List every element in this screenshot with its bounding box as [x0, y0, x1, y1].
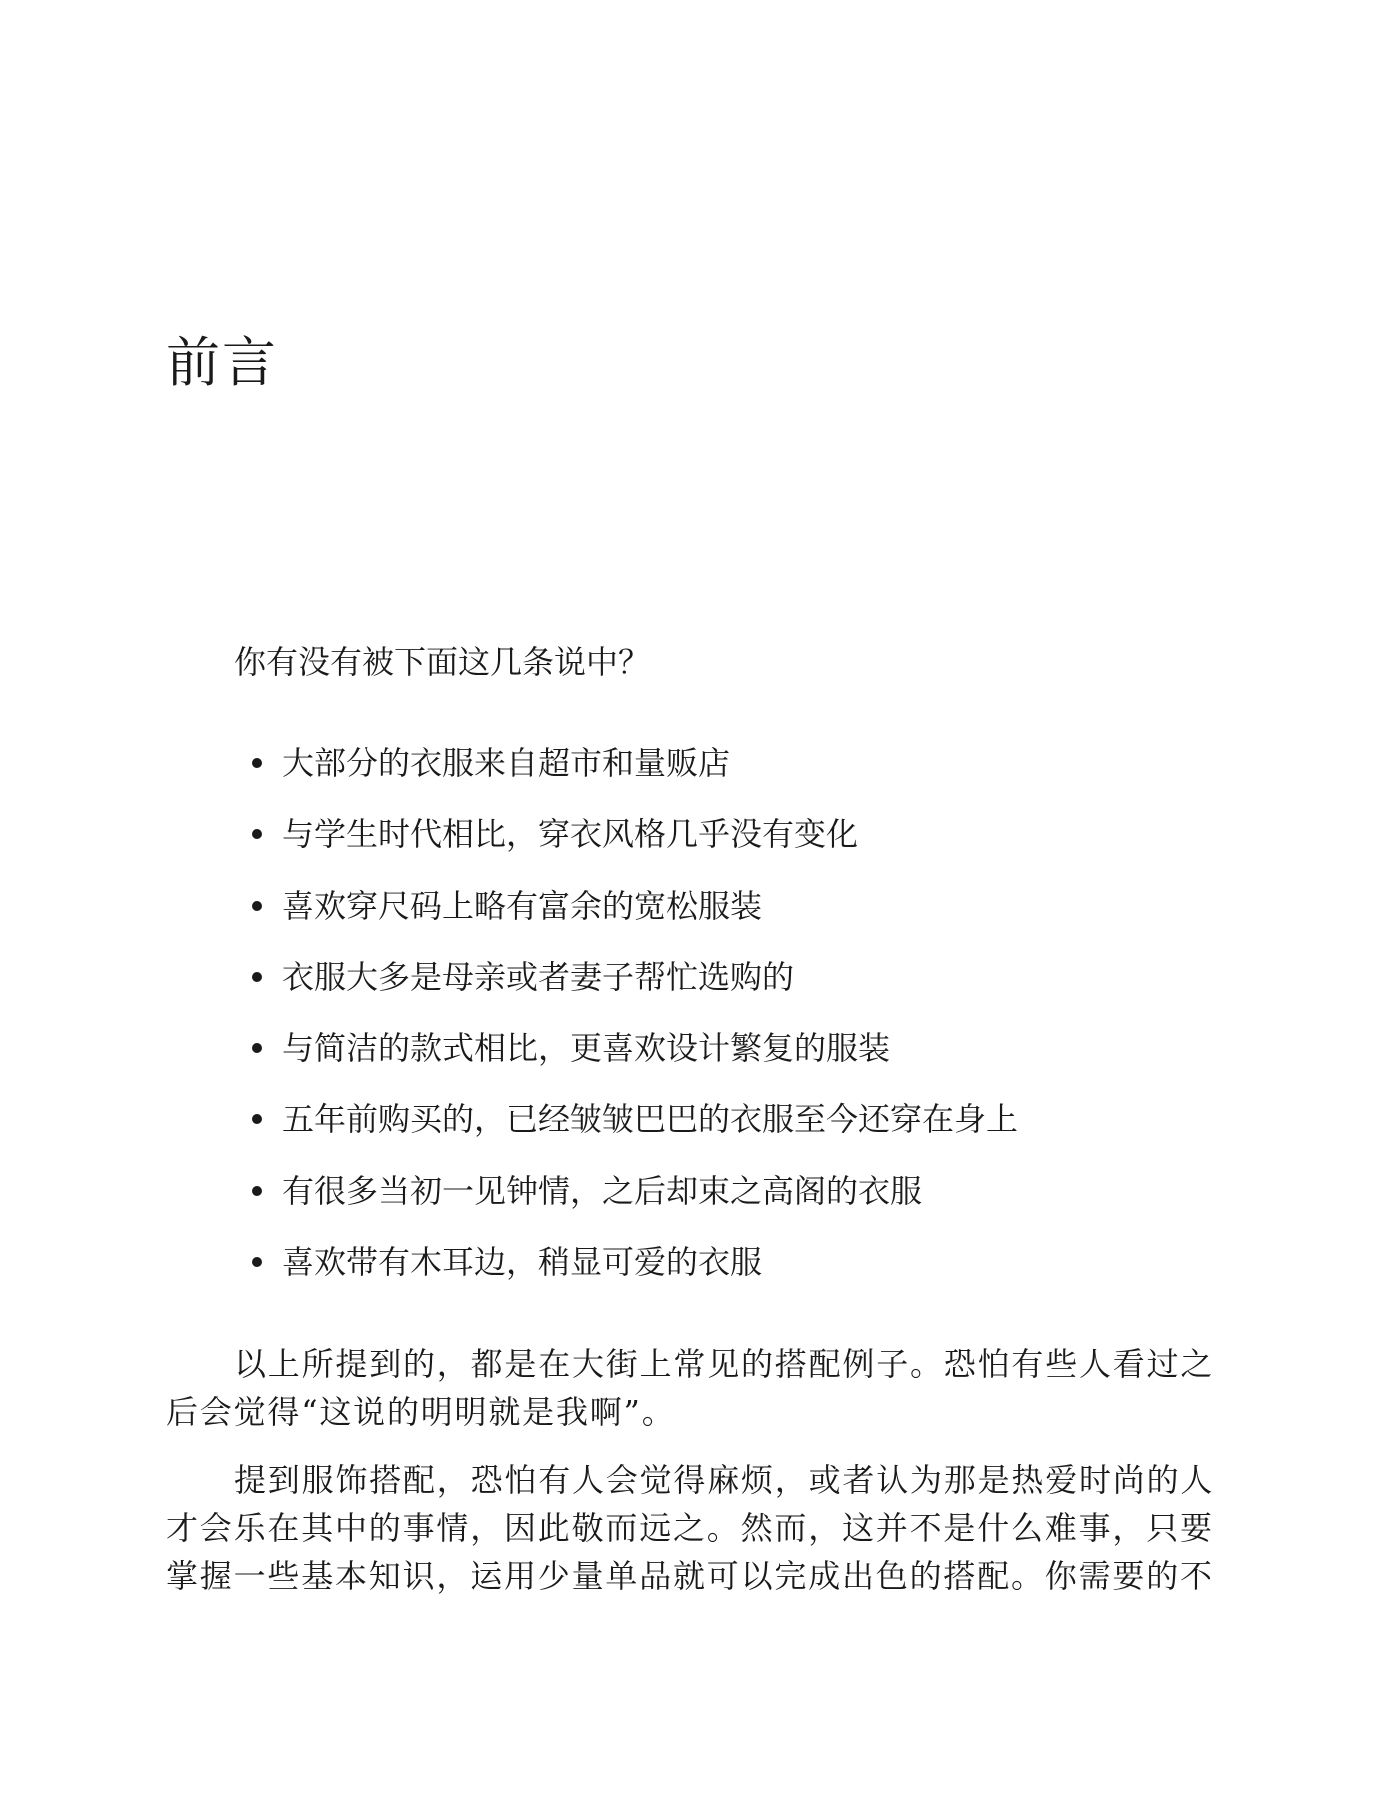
list-item-text: 有很多当初一见钟情，之后却束之高阁的衣服 — [282, 1171, 923, 1210]
body-paragraph: 提到服饰搭配，恐怕有人会觉得麻烦，或者认为那是热爱时尚的人才会乐在其中的事情，因此敬而远之。然而，这并不是什么难事，只要掌握一些基本知识，运用少量单品就可以完成出色的搭配。你需要的不 — [166, 1461, 1215, 1595]
bullet-icon — [252, 1257, 262, 1267]
list-item — [248, 955, 1018, 1026]
list-item — [248, 812, 1018, 883]
list-item — [248, 1240, 1018, 1311]
bullet-icon — [252, 972, 262, 982]
list-item-text: 大部分的衣服来自超市和量贩店 — [282, 744, 731, 782]
bullet-icon — [252, 901, 262, 911]
intro-question: 你有没有被下面这几条说中？ — [234, 643, 651, 681]
list-item-text: 五年前购买的，已经皱皱巴巴的衣服至今还穿在身上 — [282, 1100, 1019, 1139]
bullet-icon — [252, 758, 262, 768]
body-text — [166, 1340, 1216, 1620]
list-item — [248, 1026, 1018, 1097]
list-item-text: 与学生时代相比，穿衣风格几乎没有变化 — [282, 815, 859, 854]
list-item-text: 与简洁的款式相比，更喜欢设计繁复的服装 — [282, 1029, 891, 1068]
bullet-icon — [252, 1186, 262, 1196]
bullet-icon — [252, 1043, 262, 1053]
bullet-icon — [252, 829, 262, 839]
list-item — [248, 884, 1018, 955]
page-title: 前言 — [166, 331, 278, 394]
list-item — [248, 1169, 1018, 1240]
list-item-text: 喜欢穿尺码上略有富余的宽松服装 — [282, 886, 763, 925]
list-item — [248, 741, 1018, 812]
list-item-text: 衣服大多是母亲或者妻子帮忙选购的 — [282, 957, 795, 996]
bullet-icon — [252, 1114, 262, 1124]
list-item-text: 喜欢带有木耳边，稍显可爱的衣服 — [282, 1243, 763, 1282]
bullet-list — [248, 741, 1018, 1311]
list-item — [248, 1097, 1018, 1168]
body-paragraph: 以上所提到的，都是在大街上常见的搭配例子。恐怕有些人看过之后会觉得“这说的明明就是我啊”。 — [166, 1345, 1215, 1431]
